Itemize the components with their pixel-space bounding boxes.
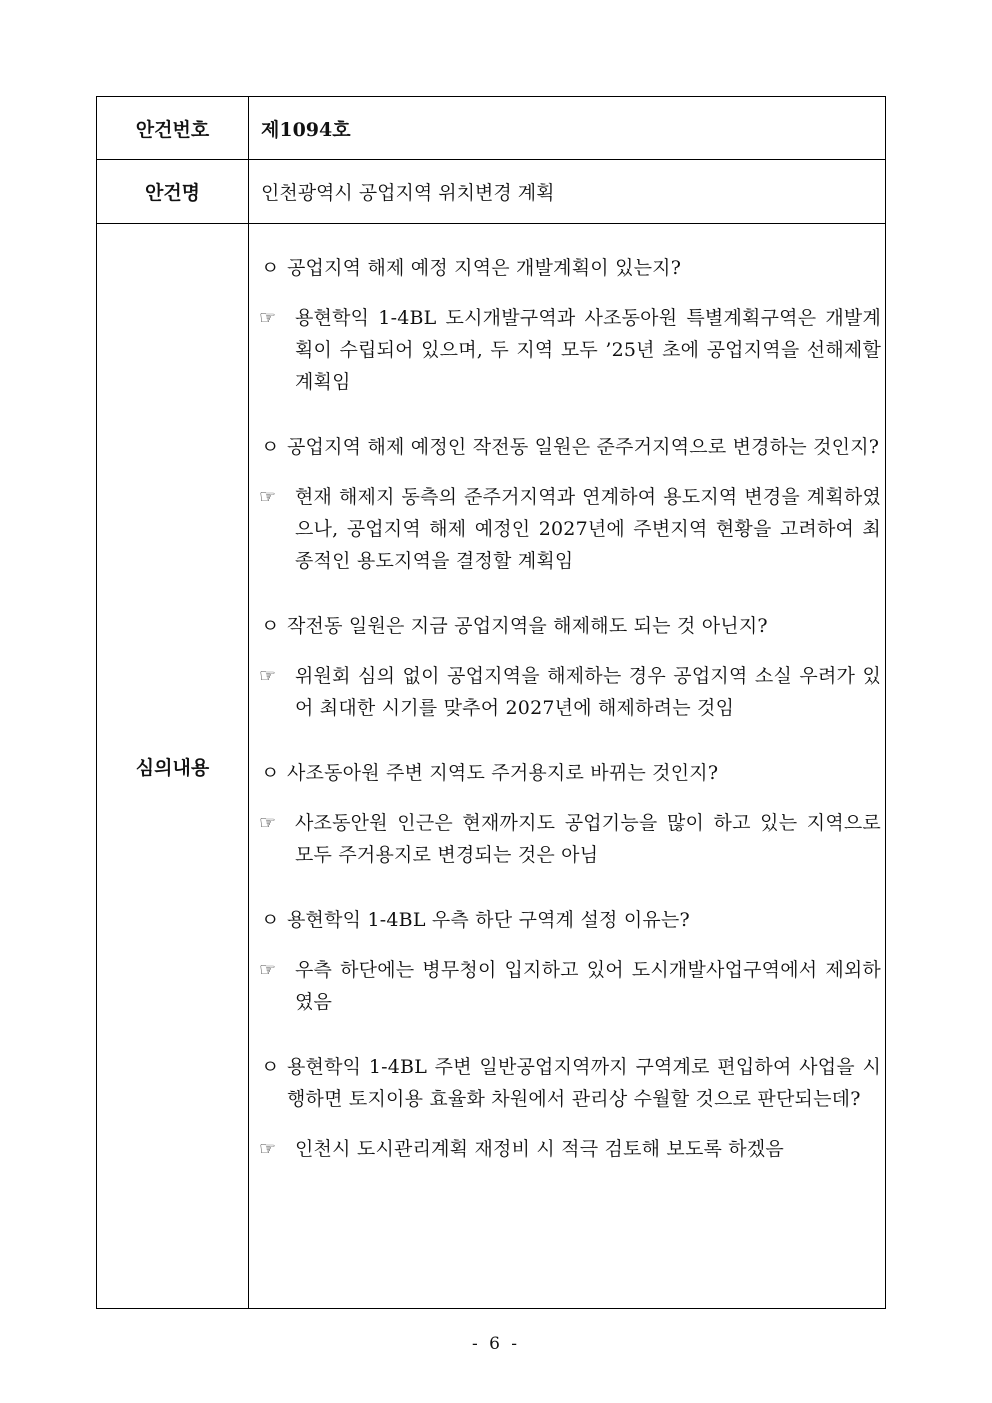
- answer-text: 위원회 심의 없이 공업지역을 해제하는 경우 공업지역 소실 우려가 있어 최대한 시기를 맞추어 2027년에 해제하려는 것임: [295, 665, 881, 719]
- answer-item: [257, 302, 881, 398]
- pointing-hand-icon: ☞: [259, 307, 277, 329]
- agenda-number-value: 제1094호: [249, 97, 886, 160]
- pointing-hand-icon: ☞: [259, 959, 277, 981]
- pointing-hand-icon: ☞: [259, 486, 277, 508]
- answer-item: [257, 807, 881, 871]
- question-marker: ㅇ: [261, 762, 280, 784]
- question-text: 사조동아원 주변 지역도 주거용지로 바뀌는 것인지?: [287, 762, 719, 784]
- answer-text: 인천시 도시관리계획 재정비 시 적극 검토해 보도록 하겠음: [295, 1138, 784, 1160]
- answer-text: 우측 하단에는 병무청이 입지하고 있어 도시개발사업구역에서 제외하였음: [295, 959, 881, 1013]
- deliberation-row: [97, 224, 886, 1309]
- deliberation-label: 심의내용: [97, 224, 249, 1309]
- answer-item: [257, 1133, 881, 1165]
- question-item: [257, 1051, 881, 1115]
- agenda-number-label: 안건번호: [97, 97, 249, 160]
- qa-block: [257, 904, 881, 1018]
- pointing-hand-icon: ☞: [259, 812, 277, 834]
- pointing-hand-icon: ☞: [259, 1138, 277, 1160]
- agenda-table: [96, 96, 886, 1309]
- qa-block: [257, 1051, 881, 1165]
- pointing-hand-icon: ☞: [259, 665, 277, 687]
- qa-block: [257, 252, 881, 398]
- question-text: 공업지역 해제 예정 지역은 개발계획이 있는지?: [287, 257, 682, 279]
- question-marker: ㅇ: [261, 909, 280, 931]
- agenda-name-row: [97, 160, 886, 224]
- question-marker: ㅇ: [261, 1056, 280, 1078]
- question-text: 작전동 일원은 지금 공업지역을 해제해도 되는 것 아닌지?: [287, 615, 768, 637]
- question-text: 용현학익 1-4BL 우측 하단 구역계 설정 이유는?: [287, 909, 690, 931]
- question-item: [257, 757, 881, 789]
- question-text: 용현학익 1-4BL 주변 일반공업지역까지 구역계로 편입하여 사업을 시행하면 토지이용 효율화 차원에서 관리상 수월할 것으로 판단되는데?: [287, 1056, 881, 1110]
- agenda-name-label: 안건명: [97, 160, 249, 224]
- answer-item: [257, 954, 881, 1018]
- qa-block: [257, 431, 881, 577]
- question-item: [257, 904, 881, 936]
- answer-item: [257, 660, 881, 724]
- answer-text: 사조동안원 인근은 현재까지도 공업기능을 많이 하고 있는 지역으로 모두 주거용지로 변경되는 것은 아님: [295, 812, 881, 866]
- question-item: [257, 252, 881, 284]
- question-item: [257, 431, 881, 463]
- answer-item: [257, 481, 881, 577]
- question-text: 공업지역 해제 예정인 작전동 일원은 준주거지역으로 변경하는 것인지?: [287, 436, 880, 458]
- answer-text: 용현학익 1-4BL 도시개발구역과 사조동아원 특별계획구역은 개발계획이 수립되어 있으며, 두 지역 모두 ’25년 초에 공업지역을 선해제할 계획임: [295, 307, 881, 393]
- qa-block: [257, 757, 881, 871]
- question-marker: ㅇ: [261, 615, 280, 637]
- answer-text: 현재 해제지 동측의 준주거지역과 연계하여 용도지역 변경을 계획하였으나, 공업지역 해제 예정인 2027년에 주변지역 현황을 고려하여 최종적인 용도지역을 결정할 계획임: [295, 486, 881, 572]
- question-marker: ㅇ: [261, 257, 280, 279]
- qa-block: [257, 610, 881, 724]
- question-marker: ㅇ: [261, 436, 280, 458]
- question-item: [257, 610, 881, 642]
- page-number: - 6 -: [471, 1334, 521, 1354]
- agenda-number-row: [97, 97, 886, 160]
- deliberation-content: [249, 224, 886, 1309]
- agenda-name-value: 인천광역시 공업지역 위치변경 계획: [249, 160, 886, 224]
